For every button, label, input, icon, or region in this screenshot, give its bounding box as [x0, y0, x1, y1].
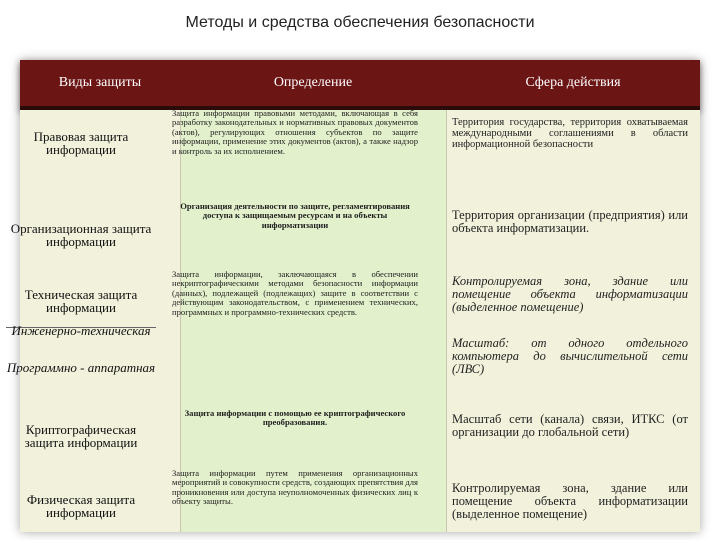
type-organizational: Организационная защита информации — [10, 221, 152, 249]
subtype-engineering: Инженерно-техническая — [11, 323, 151, 338]
type-physical: Физическая защита информации — [26, 492, 136, 520]
scope-technical-software: Масштаб: от одного отдельного компьютера до вычислительной сети (ЛВС) — [452, 336, 688, 376]
definition-technical: Защита информации, заключающаяся в обеспечении некриптографическими методами безопасности информации (данных), подлежащей (подлежащих) защите в соответствии с действующим законодательством, с применением технических, программных и программно-технических средств. — [172, 269, 418, 317]
type-legal: Правовая защита информации — [33, 129, 129, 157]
scope-legal: Территория государства, территория охватываемая международными соглашениями в области информационной безопасности — [452, 117, 688, 150]
table-header — [20, 60, 700, 110]
scope-physical: Контролируемая зона, здание или помещение объекта информатизации (выделенное помещение) — [452, 481, 688, 521]
type-technical: Техническая защита информации — [24, 287, 138, 315]
header-protection-types: Виды защиты — [58, 75, 142, 90]
definition-organizational: Организация деятельности по защите, регламентирования доступа к защищаемым ресурсам и на объекты информатизации — [180, 201, 410, 230]
definition-legal: Защита информации правовыми методами, включающая в себя разработку законодательных и нормативных правовых документов (актов), регулирующих отношения субъектов по защите информации, применение этих документов (актов), а также надзор и контроль за их исполнением. — [172, 108, 418, 156]
definition-physical: Защита информации путем применения организационных мероприятий и совокупности средств, создающих препятствия для проникновения или доступа неуполномоченных физических лиц к объекту защиты. — [172, 468, 418, 507]
type-cryptographic: Криптографическая защита информации — [24, 422, 138, 450]
scope-organizational: Территория организации (предприятия) или объекта информатизации. — [452, 208, 688, 235]
subtype-software-hardware: Программно - аппаратная — [6, 360, 156, 375]
definition-cryptographic: Защита информации с помощью ее криптографического преобразования. — [184, 408, 406, 428]
column-scope — [446, 110, 700, 532]
column-protection-types — [20, 110, 180, 532]
header-scope: Сфера действия — [525, 75, 621, 90]
header-definition: Определение — [273, 75, 353, 90]
page-title: Методы и средства обеспечения безопасности — [185, 14, 535, 31]
scope-technical-engineering: Контролируемая зона, здание или помещение объекта информатизации (выделенное помещение) — [452, 274, 688, 314]
column-divider — [446, 110, 447, 532]
scope-cryptographic: Масштаб сети (канала) связи, ИТКС (от организации до глобальной сети) — [452, 412, 688, 439]
